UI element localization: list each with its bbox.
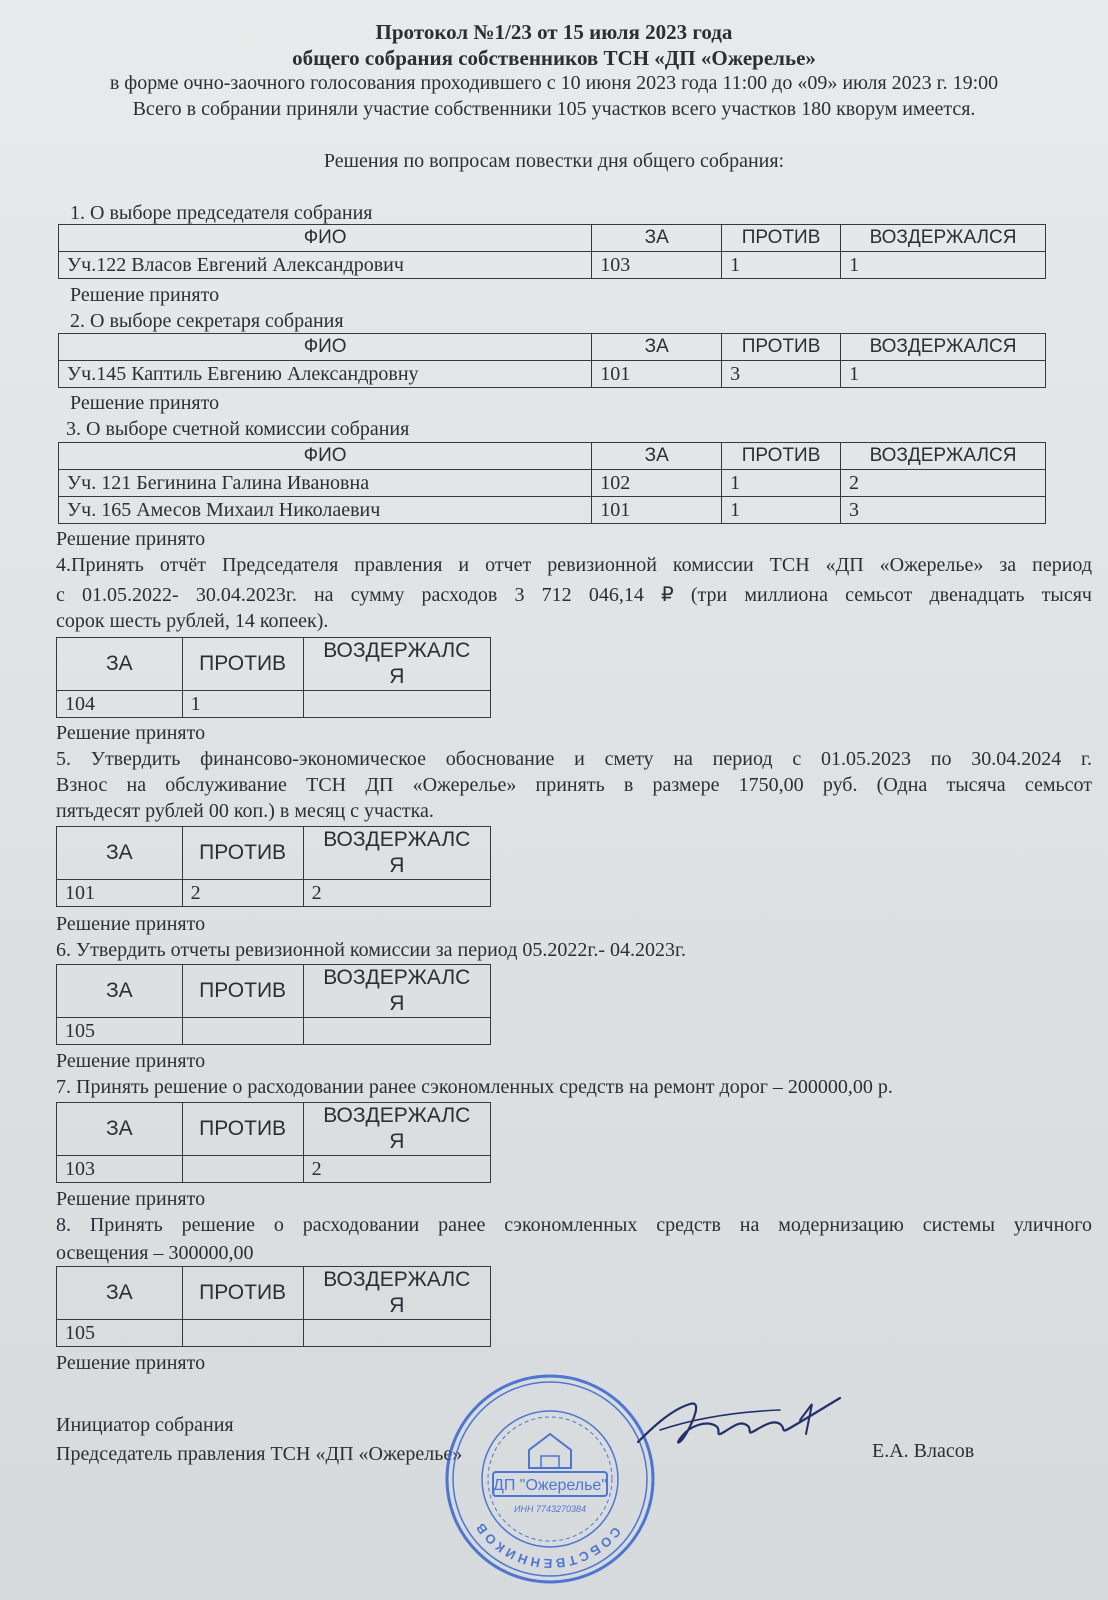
cell-fio: Уч. 165 Амесов Михаил Николаевич [59, 497, 592, 524]
table-row [59, 361, 1046, 388]
col-protiv: ПРОТИВ [182, 827, 303, 880]
q4-result: Решение принято [56, 722, 206, 744]
initiator-label: Инициатор собрания [56, 1414, 234, 1436]
svg-text:СОБСТВЕННИКОВ [471, 1518, 624, 1571]
cell-vozd [303, 691, 490, 718]
col-vozd: ВОЗДЕРЖАЛСЯ [303, 638, 490, 691]
table-header [57, 965, 491, 1018]
col-protiv: ПРОТИВ [182, 1103, 303, 1156]
stamp-inn-text: ИНН 7743270384 [514, 1504, 586, 1514]
cell-za: 101 [57, 880, 183, 907]
table-header [57, 827, 491, 880]
organization-stamp [443, 1372, 657, 1586]
table-row [57, 1156, 491, 1183]
cell-za: 103 [57, 1156, 183, 1183]
table-row [57, 1320, 491, 1347]
cell-za: 101 [592, 361, 722, 388]
table-row [59, 252, 1046, 279]
col-za: ЗА [592, 225, 722, 252]
table-row [57, 691, 491, 718]
cell-fio: Уч.122 Власов Евгений Александрович [59, 252, 592, 279]
table-header [57, 1267, 491, 1320]
q8-text-line2: освещения – 300000,00 [56, 1242, 254, 1264]
chairman-label: Председатель правления ТСН «ДП «Ожерелье» [56, 1443, 463, 1465]
q3-table [58, 442, 1046, 524]
cell-protiv [182, 1156, 303, 1183]
cell-protiv: 2 [182, 880, 303, 907]
col-protiv: ПРОТИВ [722, 443, 841, 470]
cell-za: 102 [592, 470, 722, 497]
col-protiv: ПРОТИВ [722, 334, 841, 361]
table-header [57, 1103, 491, 1156]
cell-protiv [182, 1320, 303, 1347]
quorum-line: Всего в собрании приняли участие собственники 105 участков всего участков 180 кворум имеется. [132, 98, 976, 120]
col-za: ЗА [57, 638, 183, 691]
cell-vozd: 3 [841, 497, 1046, 524]
cell-vozd: 1 [841, 361, 1046, 388]
col-za: ЗА [57, 965, 183, 1018]
table-header [59, 334, 1046, 361]
table-row [59, 470, 1046, 497]
q8-text-line1: 8. Принять решение о расходовании ранее сэкономленных средств на модернизацию системы уличного [56, 1214, 1092, 1236]
q7-result: Решение принято [56, 1188, 206, 1210]
cell-fio: Уч. 121 Бегинина Галина Ивановна [59, 470, 592, 497]
table-header [59, 443, 1046, 470]
q1-title: 1. О выборе председателя собрания [70, 202, 373, 224]
col-za: ЗА [57, 1103, 183, 1156]
cell-vozd: 1 [841, 252, 1046, 279]
stamp-center-text: ДП "Ожерелье" [492, 1477, 608, 1494]
col-fio: ФИО [59, 443, 592, 470]
q6-result: Решение принято [56, 1050, 206, 1072]
q8-vote-table [56, 1266, 491, 1347]
col-vozd: ВОЗДЕРЖАЛСЯ [841, 225, 1046, 252]
cell-vozd: 2 [841, 470, 1046, 497]
col-fio: ФИО [59, 334, 592, 361]
cell-za: 103 [592, 252, 722, 279]
col-vozd: ВОЗДЕРЖАЛСЯ [841, 334, 1046, 361]
col-vozd: ВОЗДЕРЖАЛСЯ [303, 965, 490, 1018]
handwritten-signature [630, 1390, 850, 1460]
q4-text-line3: сорок шесть рублей, 14 копеек). [56, 610, 329, 632]
q2-result: Решение принято [70, 392, 220, 414]
cell-za: 105 [57, 1018, 183, 1045]
cell-za: 105 [57, 1320, 183, 1347]
cell-vozd [303, 1018, 490, 1045]
q5-text-line1: 5. Утвердить финансово-экономическое обоснование и смету на период с 01.05.2023 по 30.04.2024 г. [56, 748, 1092, 770]
cell-za: 104 [57, 691, 183, 718]
q7-vote-table [56, 1102, 491, 1183]
protocol-title: Протокол №1/23 от 15 июля 2023 года [375, 20, 733, 44]
q1-table [58, 224, 1046, 279]
table-header [59, 225, 1046, 252]
cell-vozd: 2 [303, 1156, 490, 1183]
q7-text-line1: 7. Принять решение о расходовании ранее сэкономленных средств на ремонт дорог – 200000,00 р. [56, 1076, 893, 1098]
col-protiv: ПРОТИВ [182, 1267, 303, 1320]
q3-result: Решение принято [56, 528, 206, 550]
q2-table [58, 333, 1046, 388]
table-row [59, 497, 1046, 524]
q4-text-line1: 4.Принять отчёт Председателя правления и отчет ревизионной комиссии ТСН «ДП «Ожерелье» за период [56, 554, 1092, 576]
col-protiv: ПРОТИВ [182, 638, 303, 691]
q5-result: Решение принято [56, 913, 206, 935]
col-vozd: ВОЗДЕРЖАЛСЯ [841, 443, 1046, 470]
q6-text-line1: 6. Утвердить отчеты ревизионной комиссии за период 05.2022г.- 04.2023г. [56, 939, 686, 961]
protocol-subtitle: общего собрания собственников ТСН «ДП «Ожерелье» [292, 46, 816, 70]
col-protiv: ПРОТИВ [182, 965, 303, 1018]
col-vozd: ВОЗДЕРЖАЛСЯ [303, 1103, 490, 1156]
chairman-name: Е.А. Власов [872, 1440, 975, 1462]
agenda-heading: Решения по вопросам повестки дня общего собрания: [323, 150, 785, 172]
col-za: ЗА [592, 443, 722, 470]
col-protiv: ПРОТИВ [722, 225, 841, 252]
q3-title: 3. О выборе счетной комиссии собрания [66, 418, 410, 440]
cell-protiv: 1 [722, 497, 841, 524]
col-za: ЗА [57, 827, 183, 880]
cell-za: 101 [592, 497, 722, 524]
stamp-ring-text: СОБСТВЕННИКОВ [471, 1518, 625, 1572]
q8-result: Решение принято [56, 1352, 206, 1374]
col-vozd: ВОЗДЕРЖАЛСЯ [303, 827, 490, 880]
col-za: ЗА [592, 334, 722, 361]
voting-form-line: в форме очно-заочного голосования проходившего с 10 июня 2023 года 11:00 до «09» июля 2023 г. 19:00 [109, 72, 999, 94]
q5-vote-table [56, 826, 491, 907]
table-header [57, 638, 491, 691]
cell-protiv: 3 [722, 361, 841, 388]
col-za: ЗА [57, 1267, 183, 1320]
col-fio: ФИО [59, 225, 592, 252]
table-row [57, 880, 491, 907]
q2-title: 2. О выборе секретаря собрания [70, 310, 344, 332]
q5-text-line2: Взнос на обслуживание ТСН ДП «Ожерелье» принять в размере 1750,00 руб. (Одна тысяча семьсот [56, 774, 1092, 796]
q4-vote-table [56, 637, 491, 718]
q4-text-line2: с 01.05.2022- 30.04.2023г. на сумму расходов 3 712 046,14 ₽ (три миллиона семьсот двенадцать тысяч [56, 584, 1092, 606]
cell-protiv: 1 [722, 252, 841, 279]
cell-vozd [303, 1320, 490, 1347]
q5-text-line3: пятьдесят рублей 00 коп.) в месяц с участка. [56, 800, 434, 822]
q1-result: Решение принято [70, 284, 220, 306]
q6-vote-table [56, 964, 491, 1045]
cell-protiv [182, 1018, 303, 1045]
cell-protiv: 1 [182, 691, 303, 718]
table-row [57, 1018, 491, 1045]
cell-vozd: 2 [303, 880, 490, 907]
cell-protiv: 1 [722, 470, 841, 497]
col-vozd: ВОЗДЕРЖАЛСЯ [303, 1267, 490, 1320]
cell-fio: Уч.145 Каптиль Евгению Александровну [59, 361, 592, 388]
